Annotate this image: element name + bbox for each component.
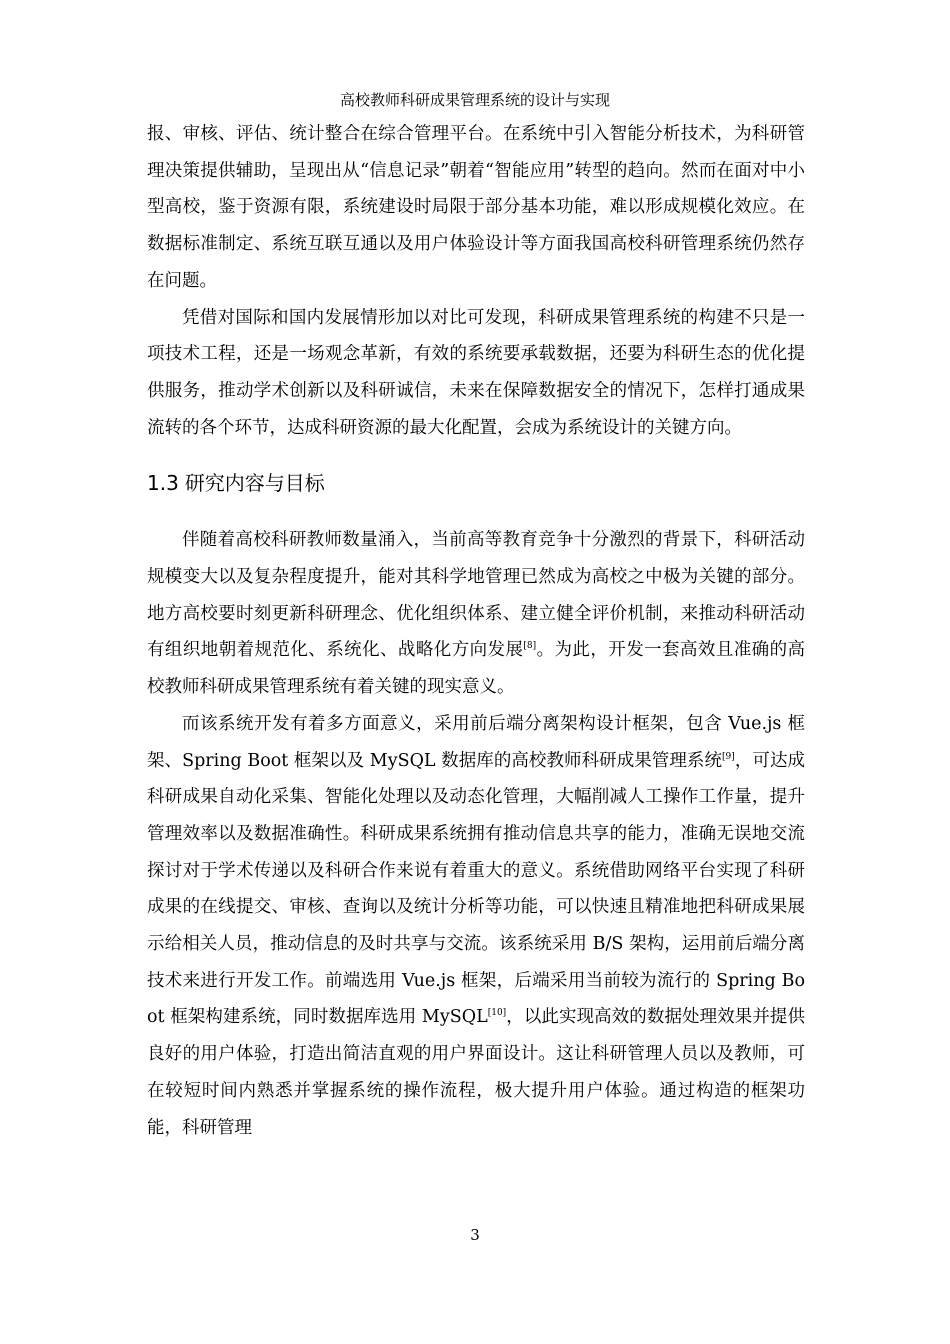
paragraph-text-part: 而该系统开发有着多方面意义，采用前后端分离架构设计框架，包含 Vue.js 框架、Spring Boot 框架以及 MySQL 数据库的高校教师科研成果管理系统	[147, 713, 805, 771]
section-heading	[147, 467, 805, 499]
page-body	[147, 116, 805, 1146]
paragraph-text-part: ，以此实现高效的数据处理效果并提供良好的用户体验，打造出简洁直观的用户界面设计。这让科研管理人员以及教师，可在较短时间内熟悉并掌握系统的操作流程，极大提升用户体验。通过构造的框架功能，科研管理	[147, 1007, 805, 1138]
section-title: 研究内容与目标	[184, 471, 325, 496]
page-number: 3	[470, 1226, 480, 1244]
paragraph-comparison	[147, 300, 805, 447]
paragraph-text: 凭借对国际和国内发展情形加以对比可发现，科研成果管理系统的构建不只是一项技术工程，还是一场观念革新，有效的系统要承载数据，还要为科研生态的优化提供服务，推动学术创新以及科研诚信，未来在保障数据安全的情况下，怎样打通成果流转的各个环节，达成科研资源的最大化配置，会成为系统设计的关键方向。	[147, 307, 805, 438]
paragraph-significance	[147, 706, 805, 1146]
paragraph-text: 报、审核、评估、统计整合在综合管理平台。在系统中引入智能分析技术，为科研管理决策提供辅助，呈现出从“信息记录”朝着“智能应用”转型的趋向。然而在面对中小型高校，鉴于资源有限，系统建设时局限于部分基本功能，难以形成规模化效应。在数据标准制定、系统互联互通以及用户体验设计等方面我国高校科研管理系统仍然存在问题。	[147, 124, 805, 291]
paragraph-text-part: 伴随着高校科研教师数量涌入，当前高等教育竞争十分激烈的背景下，科研活动规模变大以及复杂程度提升，能对其科学地管理已然成为高校之中极为关键的部分。地方高校要时刻更新科研理念、优化组织体系、建立健全评价机制，来推动科研活动有组织地朝着规范化、系统化、战略化方向发展	[147, 530, 805, 661]
citation-ref: [9]	[722, 751, 735, 762]
paragraph-text	[147, 706, 805, 1146]
paragraph-text	[147, 522, 805, 706]
citation-ref: [8]	[523, 641, 537, 652]
citation-ref: [10]	[487, 1008, 507, 1019]
section-number: 1.3	[147, 471, 179, 496]
paragraph-background	[147, 522, 805, 706]
paragraph-text-part: ，可达成科研成果自动化采集、智能化处理以及动态化管理，大幅削减人工操作工作量，提升管理效率以及数据准确性。科研成果系统拥有推动信息共享的能力，准确无误地交流探讨对于学术传递以及科研合作来说有着重大的意义。系统借助网络平台实现了科研成果的在线提交、审核、查询以及统计分析等功能，可以快速且精准地把科研成果展示给相关人员，推动信息的及时共享与交流。该系统采用 B/S 架构，运用前后端分离技术来进行开发工作。前端选用 Vue.js 框架，后端采用当前较为流行的 Spring Boot 框架构建系统，同时数据库选用 MySQL	[147, 750, 805, 1028]
paragraph-text-part: 。为此，开发一套高效且准确的高校教师科研成果管理系统有着关键的现实意义。	[147, 640, 806, 698]
paragraph-continued	[147, 116, 805, 300]
running-header: 高校教师科研成果管理系统的设计与实现	[339, 91, 610, 109]
